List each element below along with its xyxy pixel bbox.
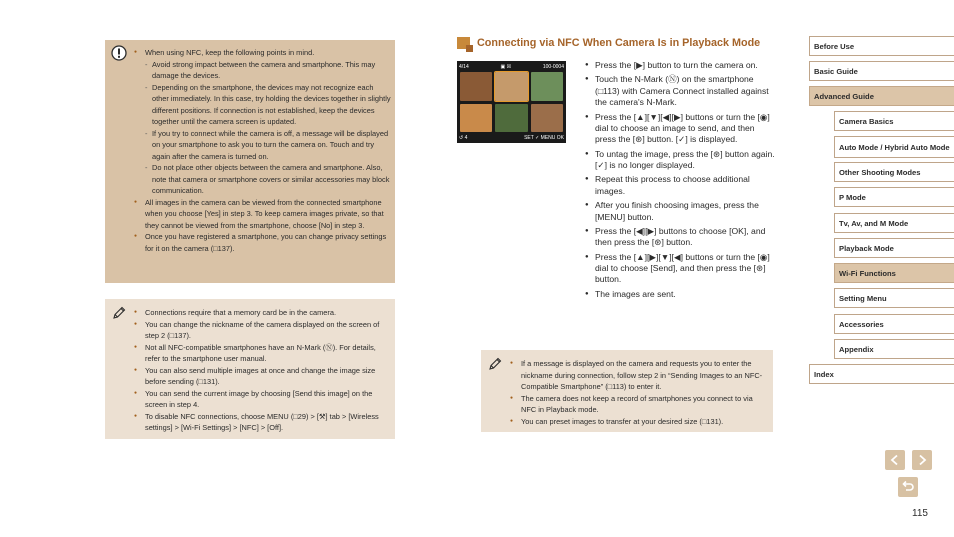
camera-send-count: ↺ 4 [459, 134, 468, 141]
note-right-list [507, 358, 769, 427]
caution-box [105, 40, 395, 283]
nav-index[interactable]: Index [809, 364, 954, 384]
nav-playback-mode[interactable]: Playback Mode [834, 238, 954, 258]
note-item: ● If a message is displayed on the camera and requests you to enter the nickname during connection, follow step 2 in “Sending Images to an NFC-Compatible Smartphone” (□113) to enter it. [507, 358, 769, 393]
note-item: ● Connections require that a memory card be in the camera. [131, 307, 391, 319]
step-item: ● Touch the N-Mark (Ⓝ) on the smartphone (□113) with Camera Connect installed against the camera's N-Mark. [585, 74, 775, 108]
note-box-right [481, 350, 773, 432]
nav-camera-basics[interactable]: Camera Basics [834, 111, 954, 131]
note-item: ● Not all NFC-compatible smartphones have an N-Mark (Ⓝ). For details, refer to the smartphone user manual. [131, 342, 391, 365]
camera-screen-topbar [459, 62, 564, 71]
page-number: 115 [912, 508, 928, 519]
camera-thumbnail-selected [495, 72, 527, 101]
note-item: ● To disable NFC connections, choose MENU (□29) > [⚒] tab > [Wireless settings] > [Wi-Fi Settings] > [NFC] > [Off]. [131, 411, 391, 434]
camera-thumbnail [460, 104, 492, 133]
camera-thumbnail [531, 104, 563, 133]
step-item: ● Press the [▲][▼][◀][▶] buttons or turn the [◉] dial to choose an image to send, and then press the [⊛] button. [✓] is displayed. [585, 112, 775, 146]
pencil-note-icon [487, 356, 503, 377]
arrow-right-icon [916, 454, 928, 466]
nav-setting-menu[interactable]: Setting Menu [834, 288, 954, 308]
nav-accessories[interactable]: Accessories [834, 314, 954, 334]
caution-item: ● When using NFC, keep the following points in mind. [131, 47, 391, 59]
caution-item: ● All images in the camera can be viewed from the connected smartphone when you choose [Yes] in step 3. To keep camera images private, so that they cannot be viewed from the smartphone, choose [No] in step 3. [131, 197, 391, 232]
note-box-left [105, 299, 395, 439]
nav-tv-av-m-mode[interactable]: Tv, Av, and M Mode [834, 213, 954, 233]
return-button[interactable] [898, 477, 918, 497]
exclamation-circle-icon [111, 45, 127, 66]
heading-square-icon [457, 37, 470, 49]
nav-p-mode[interactable]: P Mode [834, 187, 954, 207]
camera-thumbnail [531, 72, 563, 101]
caution-subitem: - Do not place other objects between the camera and smartphone. Also, note that camera or smartphone covers or similar accessories may block communication. [131, 162, 391, 197]
camera-controls-hint: SET ✓ MENU OK [524, 134, 564, 141]
note-item: ● You can change the nickname of the camera displayed on the screen of step 2 (□137). [131, 319, 391, 342]
nav-before-use[interactable]: Before Use [809, 36, 954, 56]
section-heading [457, 36, 760, 50]
camera-thumbnail-grid [460, 72, 563, 132]
caution-item: ● Once you have registered a smartphone, you can change privacy settings for it on the camera (□137). [131, 231, 391, 254]
caution-subitem: - If you try to connect while the camera is off, a message will be displayed on your smartphone to ask you to turn the camera on. Touch and try again after the camera is turned on. [131, 128, 391, 163]
step-item: ● Press the [◀][▶] buttons to choose [OK], and then press the [⊛] button. [585, 226, 775, 249]
caution-subitem: - Avoid strong impact between the camera and smartphone. This may damage the devices. [131, 59, 391, 82]
nav-other-shooting-modes[interactable]: Other Shooting Modes [834, 162, 954, 182]
nav-appendix[interactable]: Appendix [834, 339, 954, 359]
note-item: ● The camera does not keep a record of smartphones you connect to via NFC in Playback mode. [507, 393, 769, 416]
return-arrow-icon [901, 480, 915, 494]
nav-wifi-functions[interactable]: Wi-Fi Functions [834, 263, 954, 283]
camera-file-number: 100-0004 [542, 63, 564, 70]
step-item: ● After you finish choosing images, press the [MENU] button. [585, 200, 775, 223]
next-page-button[interactable] [912, 450, 932, 470]
note-item: ● You can also send multiple images at once and change the image size before sending (□131). [131, 365, 391, 388]
step-item: ● Press the [▶] button to turn the camera on. [585, 60, 775, 71]
heading-title: Connecting via NFC When Camera Is in Playback Mode [477, 37, 761, 49]
camera-status-icons: ▣ ☒ [500, 63, 512, 70]
note-left-list [131, 307, 391, 434]
nav-auto-mode[interactable]: Auto Mode / Hybrid Auto Mode [834, 136, 954, 158]
caution-list [131, 47, 391, 254]
pencil-note-icon [111, 305, 127, 326]
prev-page-button[interactable] [885, 450, 905, 470]
step-item: ● The images are sent. [585, 289, 775, 300]
step-item: ● To untag the image, press the [⊛] button again. [✓] is no longer displayed. [585, 149, 775, 172]
note-item: ● You can preset images to transfer at your desired size (□131). [507, 416, 769, 428]
camera-image-counter: 4/14 [459, 63, 469, 70]
step-item: ● Press the [▲][▶][▼][◀] buttons or turn the [◉] dial to choose [Send], and then press the [⊛] button. [585, 252, 775, 286]
camera-thumbnail [460, 72, 492, 101]
caution-subitem: - Depending on the smartphone, the devices may not recognize each other immediately. In this case, try holding the devices together in slightly different positions. If connection is not established, keep the devices together until the camera screen is updated. [131, 82, 391, 128]
arrow-left-icon [889, 454, 901, 466]
steps-list [585, 60, 775, 303]
nav-basic-guide[interactable]: Basic Guide [809, 61, 954, 81]
step-item: ● Repeat this process to choose additional images. [585, 174, 775, 197]
nav-advanced-guide[interactable]: Advanced Guide [809, 86, 954, 106]
camera-screen-image [457, 61, 566, 143]
camera-screen-bottombar [459, 133, 564, 142]
note-item: ● You can send the current image by choosing [Send this image] on the screen in step 4. [131, 388, 391, 411]
camera-thumbnail [495, 104, 527, 133]
